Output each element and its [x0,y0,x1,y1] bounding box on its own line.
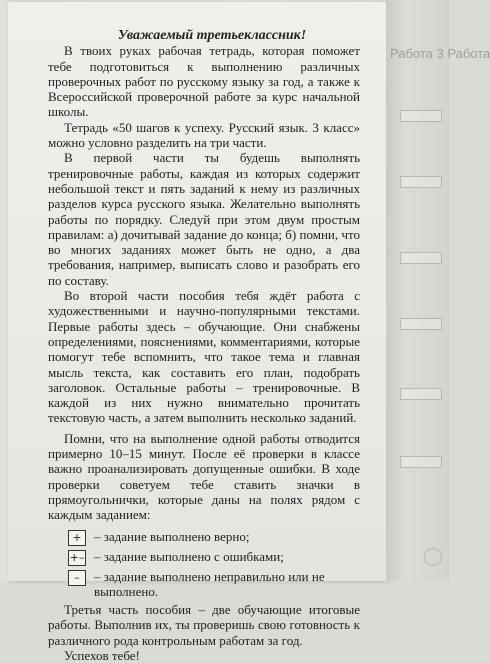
ghost-answer-box [400,252,442,264]
mark-legend [48,529,360,600]
legend-text: – задание выполнено с ошибками; [94,548,284,564]
paragraph-structure: Тетрадь «50 шагов к успеху. Русский язык. 3 класс» можно условно разделить на три части. [48,119,360,151]
ghost-answer-box [400,388,442,400]
ghost-answer-box [400,318,442,330]
minus-mark-box: – [68,570,86,586]
ghost-answer-box [400,456,442,468]
paragraph-part-one: В первой части ты будешь выполнять тренировочные работы, каждая из которых содержит небольшой текст и пять заданий к нему из различных разделов курса русского языка. Желательно выполнять работы по порядку. Следуй при этом двум простым правилам: а) дочитывай задание до конца; б) помни, что во многих заданиях может быть не одно, а два требования, например, выписать слово и разобрать его по составу. [48,150,360,288]
plus-minus-mark-box: +– [69,551,85,564]
plus-mark-box: + [68,530,86,546]
paragraph-part-three: Третья часть пособия – две обучающие итоговые работы. Выполнив их, ты проверишь свою готовность к различного рода контрольным работам за год. [48,602,360,648]
page-number-circle [424,548,442,566]
paragraph-intro: В твоих руках рабочая тетрадь, которая поможет тебе подготовиться к выполнению различных проверочных работ по русскому языку за год, а также к Всероссийской проверочной работе за курс начальной школы. [48,43,360,120]
ghost-answer-box [400,110,442,122]
legend-row-errors [68,549,360,566]
signoff: Успехов тебе! [64,647,140,663]
ghost-answer-box [400,176,442,188]
paragraph-checking: Помни, что на выполнение одной работы отводится примерно 10–15 минут. После её проверки в классе важно проанализировать допущенные ошибки. В ходе проверки советуем тебе ставить значки в прямоугольнички, которые даны на полях рядом с каждым заданием: [48,430,360,523]
legend-row-correct [68,529,360,546]
legend-row-wrong [68,569,360,600]
paragraph-part-two: Во второй части пособия тебя ждёт работа с художественными и научно-популярными текстами. Первые работы здесь – обучающие. Они снабжены определениями, пояснениями, комментариями, которые помогут тебе вспомнить, что такое тема и главная мысль текста, как составить его план, подобрать заголовок. Остальные работы – тренировочные. В каждой из них нужно внимательно прочитать текстовую часть, а затем выполнить несколько заданий. [48,288,360,426]
legend-text: – задание выполнено неправильно или не выполнено. [94,568,325,599]
next-page-title: Работа 3 Работа [390,46,490,61]
next-page-edge [386,0,490,581]
page-content [48,28,360,663]
page-title: Уважаемый третьеклассник! [117,28,307,43]
left-page [8,2,386,663]
legend-text: – задание выполнено верно; [94,528,250,544]
